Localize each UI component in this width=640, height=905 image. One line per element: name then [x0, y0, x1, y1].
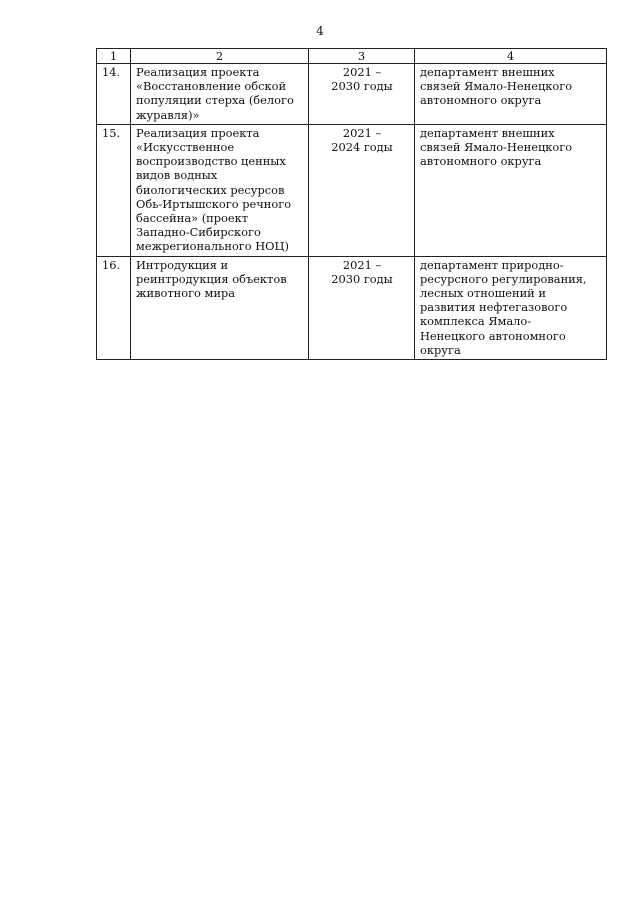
term-cell: 2021 – 2030 годы [309, 256, 415, 359]
row-number: 16. [97, 256, 131, 359]
activity-cell: Реализация проекта «Восстановление обской популяции стерха (белого журавля)» [131, 64, 309, 125]
executor-cell: департамент природно- ресурсного регулирования, лесных отношений и развития нефтегазового комплекса Ямало- Ненецкого автономного округа [415, 256, 607, 359]
column-header: 4 [415, 49, 607, 64]
table-row [97, 256, 607, 359]
term-cell: 2021 – 2024 годы [309, 124, 415, 256]
executor-cell: департамент внешних связей Ямало-Ненецкого автономного округа [415, 64, 607, 125]
column-header: 1 [97, 49, 131, 64]
table-header-row [97, 49, 607, 64]
column-header: 3 [309, 49, 415, 64]
row-number: 15. [97, 124, 131, 256]
table-row [97, 64, 607, 125]
term-cell: 2021 – 2030 годы [309, 64, 415, 125]
executor-cell: департамент внешних связей Ямало-Ненецкого автономного округа [415, 124, 607, 256]
page-number: 4 [316, 24, 324, 38]
activities-table [96, 48, 607, 360]
activity-cell: Реализация проекта «Искусственное воспроизводство ценных видов водных биологических ресурсов Обь-Иртышского речного бассейна» (проект Западно-Сибирского межрегионального НОЦ) [131, 124, 309, 256]
column-header: 2 [131, 49, 309, 64]
table-row [97, 124, 607, 256]
activity-cell: Интродукция и реинтродукция объектов животного мира [131, 256, 309, 359]
row-number: 14. [97, 64, 131, 125]
